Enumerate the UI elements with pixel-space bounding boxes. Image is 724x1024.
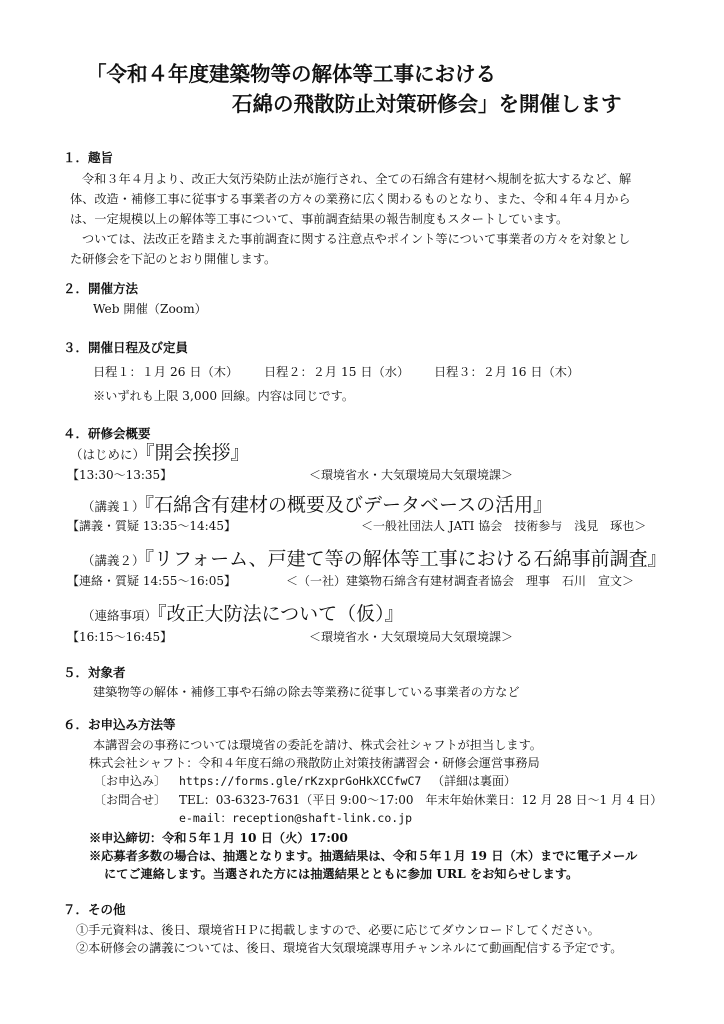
application-line-2: 株式会社シャフト：令和４年度石綿の飛散防止対策技術講習会・研修会運営事務局 (89, 756, 540, 770)
title-line-1: 「令和４年度建築物等の解体等工事における (86, 62, 496, 86)
session-prefix: （講義１） (82, 499, 145, 514)
section-1-heading: １．趣旨 (63, 150, 114, 165)
section-1-line: 体、改造・補修工事に従事する事業者の方々の業務に広く関わるものとなり、また、令和４年４月から (70, 192, 631, 206)
schedule-date-1: 日程１：１月 26 日（木） (93, 365, 239, 379)
other-item-1: ①手元資料は、後日、環境省ＨＰに掲載しますので、必要に応じてダウンロードしてください。 (76, 923, 600, 937)
session-lecture-1 (82, 496, 552, 515)
session-prefix: （講義２） (82, 553, 145, 568)
session-time: 【16:15～16:45】 (67, 630, 173, 644)
section-6-heading: ６．お申込み方法等 (63, 717, 176, 732)
lottery-note-line-2: にてご連絡します。当選された方には抽選結果とともに参加 URL をお知らせします。 (104, 867, 579, 881)
target-audience-text: 建築物等の解体・補修工事や石綿の除去等業務に従事している事業者の方など (93, 685, 520, 699)
contact-label: 〔お問合せ〕 (94, 793, 167, 807)
section-1-line: は、一定規模以上の解体等工事について、事前調査結果の報告制度もスタートしています。 (70, 212, 569, 226)
session-speaker: ＜（一社）建築物石綿含有建材調査者協会 理事 石川 宣文＞ (286, 574, 635, 588)
title-line-2: 石綿の飛散防止対策研修会」を開催します (232, 92, 622, 116)
schedule-note: ※いずれも上限 3,000 回線。内容は同じです。 (93, 389, 355, 403)
session-title: 『石綿含有建材の概要及びデータベースの活用』 (144, 494, 553, 516)
section-7-heading: ７．その他 (63, 902, 126, 917)
section-1-line: た研修会を下記のとおり開催します。 (70, 252, 277, 266)
deadline-note: ※申込締切：令和５年１月 10 日（火）17:00 (89, 831, 348, 845)
apply-link[interactable]: https://forms.gle/rKzxprGoHkXCCfwC7 (179, 774, 422, 788)
apply-label: 〔お申込み〕 (94, 774, 167, 788)
method-text: Web 開催（Zoom） (93, 302, 207, 316)
session-notice (82, 605, 404, 624)
session-opening (70, 444, 250, 463)
session-title: 『改正大防法について（仮）』 (157, 603, 404, 625)
session-time: 【連絡・質疑 14:55～16:05】 (67, 574, 236, 588)
session-prefix: （はじめに） (70, 447, 146, 462)
session-speaker: ＜一般社団法人 JATI 協会 技術参与 浅見 琢也＞ (361, 519, 647, 533)
session-lecture-2 (82, 550, 667, 569)
section-2-heading: ２．開催方法 (63, 281, 139, 296)
section-1-line: ついては、法改正を踏まえた事前調査に関する注意点やポイント等について事業者の方々を対象とし (82, 232, 631, 246)
session-prefix: （連絡事項） (82, 608, 158, 623)
session-title: 『リフォーム、戸建て等の解体等工事における石綿事前調査』 (144, 548, 667, 570)
contact-email[interactable]: e-mail：reception@shaft-link.co.jp (179, 811, 413, 825)
session-speaker: ＜環境省水・大気環境局大気環境課＞ (309, 468, 514, 482)
application-line-1: 本講習会の事務については環境省の委託を請け、株式会社シャフトが担当します。 (93, 738, 542, 752)
section-5-heading: ５．対象者 (63, 665, 126, 680)
section-4-heading: ４．研修会概要 (63, 426, 151, 441)
session-time: 【13:30～13:35】 (67, 468, 173, 482)
schedule-date-2: 日程２：２月 15 日（水） (264, 365, 410, 379)
other-item-2: ②本研修会の講義については、後日、環境省大気環境課専用チャンネルにて動画配信する予定です。 (76, 941, 623, 955)
session-time: 【講義・質疑 13:35～14:45】 (67, 519, 236, 533)
contact-tel: TEL：03-6323-7631（平日 9:00～17:00 年末年始休業日：12 月 28 日～1 月 4 日） (179, 793, 663, 807)
lottery-note-line-1: ※応募者多数の場合は、抽選となります。抽選結果は、令和５年１月 19 日（木）までに電子メール (89, 849, 638, 863)
section-1-line: 令和３年４月より、改正大気汚染防止法が施行され、全ての石綿含有建材へ規制を拡大するなど、解 (82, 172, 632, 186)
schedule-date-3: 日程３：２月 16 日（木） (434, 365, 580, 379)
apply-note: （詳細は裏面） (432, 774, 517, 788)
section-3-heading: ３．開催日程及び定員 (63, 340, 189, 355)
session-title: 『開会挨拶』 (145, 442, 250, 464)
session-speaker: ＜環境省水・大気環境局大気環境課＞ (309, 630, 514, 644)
